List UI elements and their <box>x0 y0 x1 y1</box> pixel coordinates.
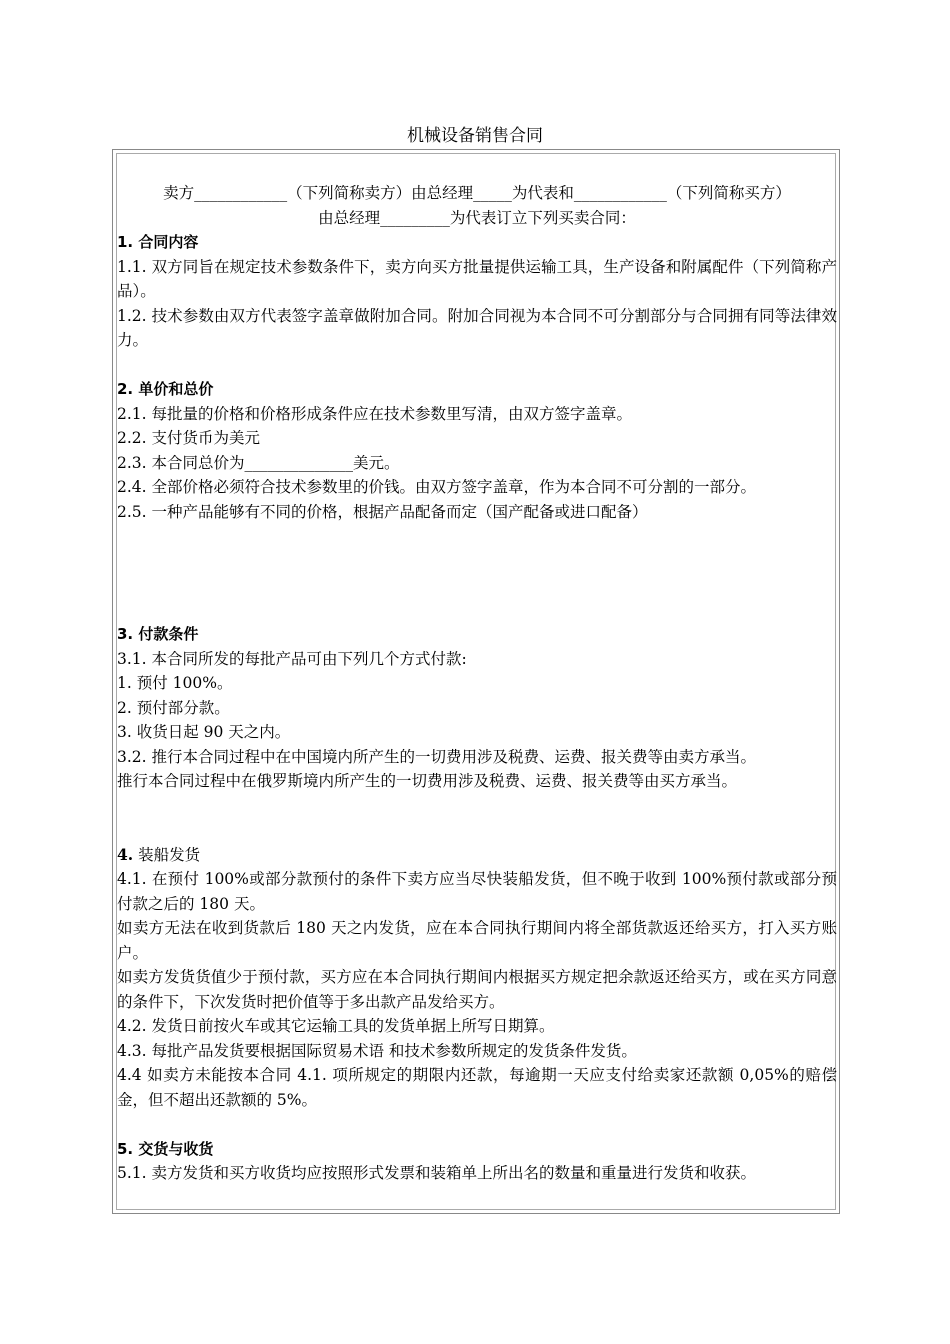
clause-2-4: 2.4. 全部价格必须符合技术参数里的价钱。由双方签字盖章，作为本合同不可分割的一部分。 <box>117 478 757 496</box>
payment-option-1: 1. 预付 100%。 <box>117 674 233 692</box>
section-3-heading: 3. 付款条件 <box>117 625 199 643</box>
clause-2-3: 2.3. 本合同总价为______________美元。 <box>117 453 400 472</box>
intro-line-1: 卖方____________（下列简称卖方）由总经理_____为代表和____________（下列简称买方） <box>163 184 791 202</box>
clause-2-1: 2.1. 每批量的价格和价格形成条件应在技术参数里写清，由双方签字盖章。 <box>117 404 633 423</box>
clause-4-3: 4.3. 每批产品发货要根据国际贸易术语 和技术参数所规定的发货条件发货。 <box>117 1041 637 1060</box>
section-5-heading: 5. 交货与收货 <box>117 1139 214 1158</box>
clause-2-2: 2.2. 支付货币为美元 <box>117 429 261 447</box>
clause-2-5: 2.5. 一种产品能够有不同的价格，根据产品配备而定（国产配备或进口配备） <box>117 502 648 521</box>
clause-4-1: 4.1. 在预付 100%或部分款预付的条件下卖方应当尽快装船发货，但不晚于收到 100%预付款或部分预付款之后的 180 天。 <box>117 870 837 913</box>
section-4-number: 4. <box>117 844 134 864</box>
section-1-heading: 1. 合同内容 <box>117 233 199 251</box>
clause-4-4: 4.4 如卖方未能按本合同 4.1. 项所规定的期限内还款，每逾期一天应支付给卖家还款额 0,05%的赔偿金，但不超出还款额的 5%。 <box>117 1066 837 1109</box>
document-title: 机械设备销售合同 <box>407 126 543 146</box>
clause-3-2-cont: 推行本合同过程中在俄罗斯境内所产生的一切费用涉及税费、运费、报关费等由买方承当。 <box>117 772 738 790</box>
payment-option-2: 2. 预付部分款。 <box>117 698 230 717</box>
clause-1-2: 1.2. 技术参数由双方代表签字盖章做附加合同。附加合同视为本合同不可分割部分与合同拥有同等法律效力。 <box>117 306 837 349</box>
clause-1-1: 1.1. 双方同旨在规定技术参数条件下，卖方向买方批量提供运输工具，生产设备和附属配件（下列简称产品）。 <box>117 257 837 300</box>
clause-4-1-refund: 如卖方无法在收到货款后 180 天之内发货，应在本合同执行期间内将全部货款返还给买方，打入买方账户。 <box>117 919 837 962</box>
section-2-heading: 2. 单价和总价 <box>117 380 214 398</box>
section-4-title: 装船发货 <box>133 845 201 864</box>
clause-3-2: 3.2. 推行本合同过程中在中国境内所产生的一切费用涉及税费、运费、报关费等由卖方承当。 <box>117 747 757 766</box>
clause-4-2: 4.2. 发货日前按火车或其它运输工具的发货单据上所写日期算。 <box>117 1017 555 1035</box>
contract-body <box>117 181 837 1186</box>
clause-3-1: 3.1. 本合同所发的每批产品可由下列几个方式付款: <box>117 649 467 668</box>
payment-option-3: 3. 收货日起 90 天之内。 <box>117 723 291 741</box>
clause-5-1: 5.1. 卖方发货和买方收货均应按照形式发票和装箱单上所出名的数量和重量进行发货和收获。 <box>117 1164 757 1182</box>
section-4-heading <box>117 843 837 868</box>
clause-4-1-shortfall: 如卖方发货货值少于预付款，买方应在本合同执行期间内根据买方规定把余款返还给买方，或在买方同意的条件下，下次发货时把价值等于多出款产品发给买方。 <box>117 968 837 1011</box>
intro-line-2: 由总经理_________为代表订立下列买卖合同： <box>318 208 636 227</box>
